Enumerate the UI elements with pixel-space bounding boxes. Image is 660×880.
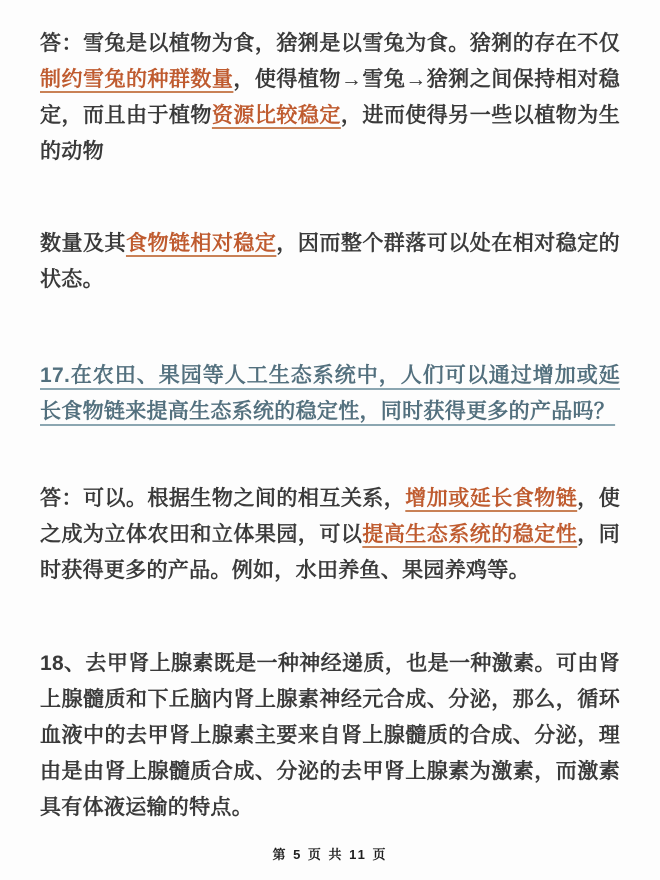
answer-17 [40,481,620,589]
text-run: ，同时获得更多的产品。例如，水田养鱼、果园养鸡等。 [40,523,621,582]
question-17-heading [40,358,620,430]
text-run: 18、去甲肾上腺素既是一种神经递质，也是一种激素。可由肾上腺髓质和下丘脑内肾上腺素神经元合成、分泌，那么，循环血液中的去甲肾上腺素主要来自肾上腺髓质的合成、分泌，理由是由肾上腺髓质合成、分泌的去甲肾上腺素为激素，而激素具有体液运输的特点。 [40,652,620,819]
highlighted-text: 提高生态系统的稳定性 [362,523,578,546]
text-run: 答：可以。根据生物之间的相互关系， [40,487,406,510]
answer-16-part-2 [40,226,620,298]
text-run: ，使得植物→雪兔→猞猁之间保持相对稳定，而且由于植物 [40,68,621,127]
text-run: ，因而整个群落可以处在相对稳定的状态。 [40,232,620,291]
text-run: ，进而使得另一些以植物为生的动物 [40,104,620,163]
page-footer [0,846,660,864]
highlighted-text: 制约雪兔的种群数量 [40,68,234,91]
highlighted-text: 资源比较稳定 [211,104,341,127]
answer-16-part-1 [40,26,620,170]
highlighted-text: 食物链相对稳定 [125,232,277,255]
text-run: 答：雪兔是以植物为食，猞猁是以雪兔为食。猞猁的存在不仅 [40,32,620,55]
text-run: 17.在农田、果园等人工生态系统中，人们可以通过增加或延长食物链来提高生态系统的稳定性，同时获得更多的产品吗？ [40,364,620,423]
text-run: 数量及其 [40,232,126,255]
page-number: 第 5 页 共 11 页 [272,847,388,862]
highlighted-text: 增加或延长食物链 [405,487,578,510]
question-18-paragraph [40,646,620,826]
text-run: ，使之成为立体农田和立体果园，可以 [40,487,620,546]
